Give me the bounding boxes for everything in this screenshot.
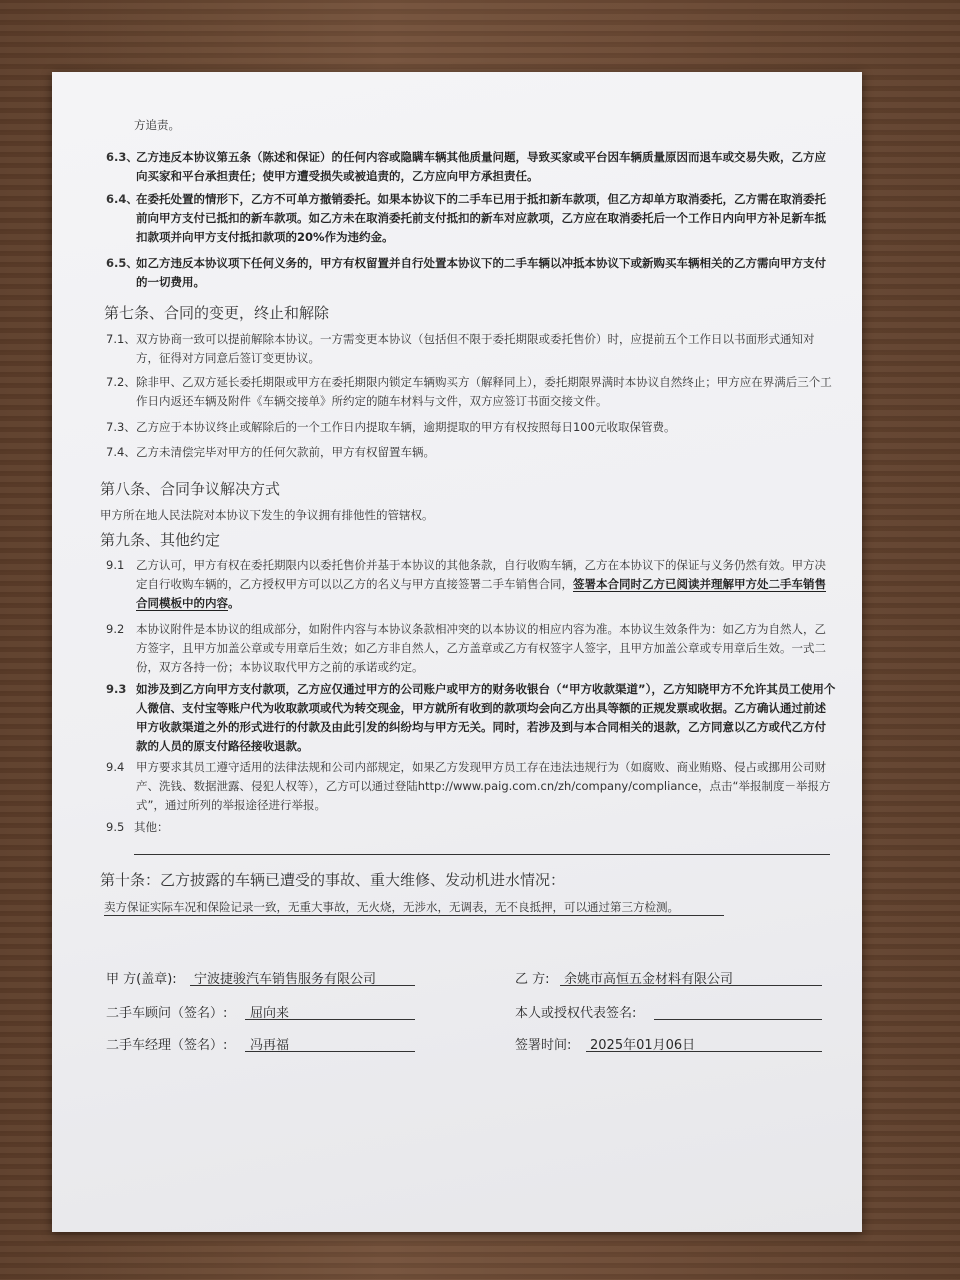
section-10-text: 卖方保证实际车况和保险记录一致，无重大事故，无火烧，无涉水，无调表，无不良抵押，可以通过第三方检测。 — [104, 900, 679, 914]
clause-9-4-text: 甲方要求其员工遵守适用的法律法规和公司内部规定，如果乙方发现甲方员工存在违法违规行为（如腐败、商业贿赂、侵占或挪用公司财产、洗钱、数据泄露、侵犯人权等），乙方可以通过登陆http://www.paig.com.cn/zh/company/compliance，点击“举报制度－举报方式”，通过所列的举报途径进行举报。 — [136, 760, 831, 812]
clause-9-5-number: 9.5 — [106, 820, 125, 834]
party-b-name: 余姚市高恒五金材料有限公司 — [564, 972, 734, 987]
clause-7-2-number: 7.2、 — [106, 375, 136, 389]
clause-6-5-text: 如乙方违反本协议项下任何义务的，甲方有权留置并自行处置本协议下的二手车辆以冲抵本协议下或新购买车辆相关的乙方需向甲方支付的一切费用。 — [136, 256, 826, 289]
rep-label: 本人或授权代表签名: — [515, 1006, 637, 1021]
clause-6-4-text: 在委托处置的情形下，乙方不可单方撤销委托。如果本协议下的二手车已用于抵扣新车款项，但乙方却单方取消委托，乙方需在取消委托前向甲方支付已抵扣的新车款项。如乙方未在取消委托前支付抵扣的新车对应款项，乙方应在取消委托后一个工作日内向甲方补足新车抵扣款项并向甲方支付抵扣款项的20%作为违约金。 — [136, 192, 826, 244]
clause-7-3-number: 7.3、 — [106, 420, 136, 434]
advisor-line — [245, 1019, 415, 1020]
clause-7-2-text: 除非甲、乙双方延长委托期限或甲方在委托期限内锁定车辆购买方（解释同上），委托期限界满时本协议自然终止；甲方应在界满后三个工作日内返还车辆及附件《车辆交接单》所约定的随车材料与文件，双方应签订书面交接文件。 — [136, 375, 832, 408]
party-b-line — [560, 985, 822, 986]
section-10-underline — [104, 915, 724, 916]
clause-9-2-text: 本协议附件是本协议的组成部分，如附件内容与本协议条款相冲突的以本协议的相应内容为准。本协议生效条件为：如乙方为自然人，乙方签字，且甲方加盖公章或专用章后生效；如乙方非自然人，乙方盖章或乙方有权签字人签字，且甲方加盖公章或专用章后生效。一式二份，双方各持一份；本协议取代甲方之前的承诺或约定。 — [136, 622, 826, 674]
party-a-label: 甲 方(盖章): — [106, 972, 177, 987]
clause-9-1-text — [136, 556, 836, 613]
clause-9-3-text: 如涉及到乙方向甲方支付款项，乙方应仅通过甲方的公司账户或甲方的财务收银台（“甲方收款渠道”），乙方知晓甲方不允许其员工使用个人微信、支付宝等账户代为收取款项或代为转交现金，甲方就所有收到的款项均会向乙方出具等额的正规发票或收据。乙方确认通过前述甲方收款渠道之外的形式进行的付款及由此引发的纠纷均与甲方无关。同时，若涉及到与本合同相关的退款，乙方同意以乙方或代乙方付款的人员的原支付路径接收退款。 — [136, 682, 836, 753]
clause-9-4-number: 9.4 — [106, 760, 125, 774]
other-terms-line — [134, 854, 830, 855]
section-7-heading: 第七条、合同的变更，终止和解除 — [104, 304, 330, 322]
carryover-text: 方追责。 — [134, 118, 180, 132]
manager-line — [245, 1051, 415, 1052]
clause-6-3-text: 乙方违反本协议第五条（陈述和保证）的任何内容或隐瞒车辆其他质量问题，导致买家或平台因车辆质量原因而退车或交易失败，乙方应向买家和平台承担责任；使甲方遭受损失或被追责的，乙方应向甲方承担责任。 — [136, 150, 826, 183]
party-b-label: 乙 方: — [515, 972, 550, 987]
clause-9-5-text: 其他： — [134, 820, 169, 834]
clause-6-5-number: 6.5、 — [106, 256, 138, 270]
clause-9-1-emphasis: 签署本合同时乙方已阅读并理解甲方处二手车销售合同模板中的内容 — [136, 577, 826, 610]
clause-9-3-number: 9.3 — [106, 682, 127, 696]
clause-7-1-number: 7.1、 — [106, 332, 136, 346]
date-label: 签署时间: — [515, 1038, 572, 1053]
clause-9-1-number: 9.1 — [106, 558, 125, 572]
sign-date: 2025年01月06日 — [590, 1038, 696, 1053]
clause-7-4-text: 乙方未清偿完毕对甲方的任何欠款前，甲方有权留置车辆。 — [136, 445, 435, 459]
contract-page — [52, 72, 862, 1232]
section-8-text: 甲方所在地人民法院对本协议下发生的争议拥有排他性的管辖权。 — [100, 508, 434, 522]
party-a-name: 宁波捷骏汽车销售服务有限公司 — [194, 972, 377, 987]
section-10-heading: 第十条：乙方披露的车辆已遭受的事故、重大维修、发动机进水情况： — [100, 871, 566, 889]
rep-line — [654, 1019, 822, 1020]
clause-6-4-number: 6.4、 — [106, 192, 138, 206]
party-a-line — [190, 985, 415, 986]
date-line — [586, 1051, 822, 1052]
clause-7-1-text: 双方协商一致可以提前解除本协议。一方需变更本协议（包括但不限于委托期限或委托售价）时，应提前五个工作日以书面形式通知对方，征得对方同意后签订变更协议。 — [136, 332, 815, 365]
clause-9-2-number: 9.2 — [106, 622, 125, 636]
clause-7-3-text: 乙方应于本协议终止或解除后的一个工作日内提取车辆，逾期提取的甲方有权按照每日100元收取保管费。 — [136, 420, 676, 434]
clause-9-1-end: 。 — [228, 596, 240, 610]
section-9-heading: 第九条、其他约定 — [100, 531, 221, 549]
section-8-heading: 第八条、合同争议解决方式 — [100, 480, 281, 498]
manager-label: 二手车经理（签名）: — [106, 1038, 228, 1053]
advisor-label: 二手车顾问（签名）: — [106, 1006, 228, 1021]
manager-signature: 冯再福 — [250, 1038, 290, 1053]
advisor-signature: 屈向来 — [250, 1006, 290, 1021]
clause-7-4-number: 7.4、 — [106, 445, 136, 459]
clause-6-3-number: 6.3、 — [106, 150, 138, 164]
clause-9-1-body: 乙方认可，甲方有权在委托期限内以委托售价并基于本协议的其他条款，自行收购车辆，乙方在本协议下的保证与义务仍然有效。甲方决定自行收购车辆的，乙方授权甲方可以以乙方的名义与甲方直接签署二手车销售合同， — [136, 558, 826, 591]
